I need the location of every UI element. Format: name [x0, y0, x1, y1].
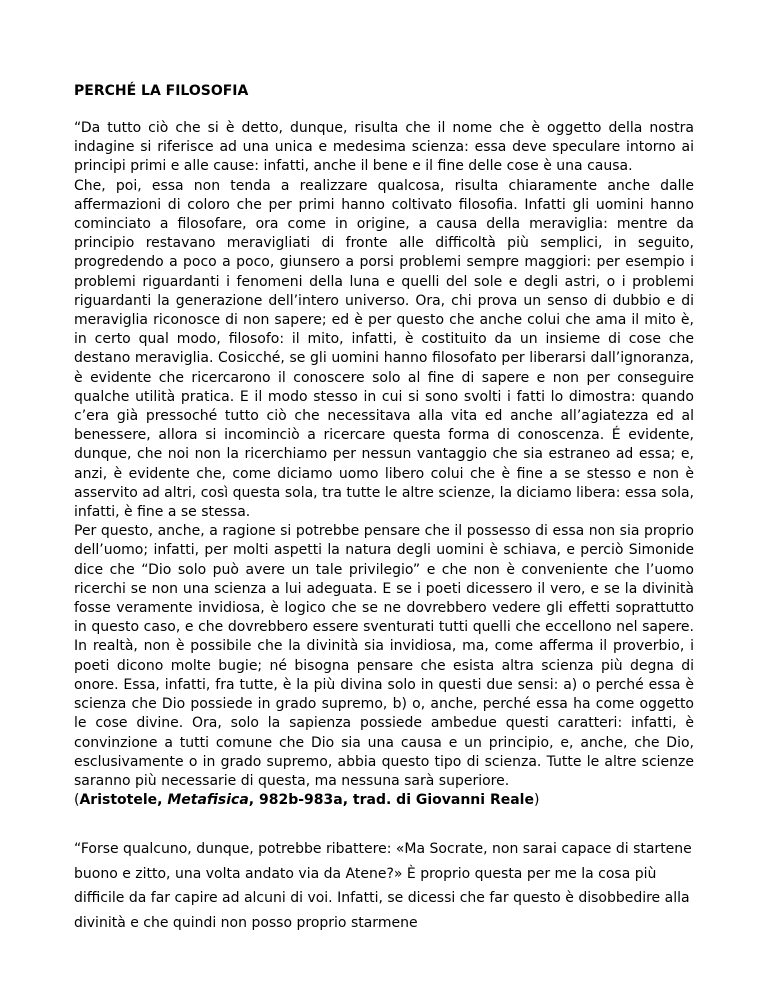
citation-details: , 982b-983a, trad. di Giovanni Reale: [248, 792, 534, 809]
paragraph-1: “Da tutto ciò che si è detto, dunque, risulta che il nome che è oggetto della nostra indagine si riferisce ad una unica e medesima scienza: essa deve speculare intorno ai principi primi e alle cause: infatti, anche il bene e il fine delle cose è una causa.: [74, 120, 694, 175]
paragraph-2: Che, poi, essa non tenda a realizzare qualcosa, risulta chiaramente anche dalle affermazioni di coloro che per primi hanno coltivato filosofia. Infatti gli uomini hanno cominciato a filosofare, ora come in origine, a causa della meraviglia: mentre da principio restavano meravigliati di fronte alle difficoltà più semplici, in seguito, progredendo a poco a poco, giunsero a porsi problemi sempre maggiori: per esempio i problemi riguardanti i fenomeni della luna e quelli del sole e degli astri, o i problemi riguardanti la generazione dell’intero universo. Ora, chi prova un senso di dubbio e di meraviglia riconosce di non sapere; ed è per questo che anche colui che ama il mito è, in certo qual modo, filosofo: il mito, infatti, è costituito da un insieme di cose che destano meraviglia. Cosicché, se gli uomini hanno filosofato per liberarsi dall’ignoranza, è evidente che ricercarono il conoscere solo al fine di sapere e non per conseguire qualche utilità pratica. E il modo stesso in cui si sono svolti i fatti lo dimostra: quando c’era già pressoché tutto ciò che necessitava alla vita ed anche all’agiatezza ed al benessere, allora si incominciò a ricercare questa forma di conoscenza. É evidente, dunque, che noi non la ricerchiamo per nessun vantaggio che sia estraneo ad essa; e, anzi, è evidente che, come diciamo uomo libero colui che è fine a se stesso e non è asservito ad altri, così questa sola, tra tutte le altre scienze, la diciamo libera: essa sola, infatti, è fine a se stessa.: [74, 177, 694, 521]
citation-open: (: [74, 792, 80, 809]
paragraph-socrates: “Forse qualcuno, dunque, potrebbe ribattere: «Ma Socrate, non sarai capace di startene buono e zitto, una volta andato via da Atene?» È proprio questa per me la cosa più difficile da far capire ad alcuni di voi. Infatti, se dicessi che far questo è disobbedire alla divinità e che quindi non posso proprio starmene: [74, 841, 692, 931]
paragraph-3: Per questo, anche, a ragione si potrebbe pensare che il possesso di essa non sia proprio dell’uomo; infatti, per molti aspetti la natura degli uomini è schiava, e perciò Simonide dice che “Dio solo può avere un tale privilegio” e che non è conveniente che l’uomo ricerchi se non una scienza a lui adeguata. E se i poeti dicessero il vero, e se la divinità fosse veramente invidiosa, è logico che se ne dovrebbero vedere gli effetti soprattutto in questo caso, e che dovrebbero essere sventurati tutti quelli che eccellono nel sapere. In realtà, non è possibile che la divinità sia invidiosa, ma, come afferma il proverbio, i poeti dicono molte bugie; né bisogna pensare che esista altra scienza più degna di onore. Essa, infatti, fra tutte, è la più divina solo in questi due sensi: a) o perché essa è scienza che Dio possiede in grado supremo, b) o, anche, perché essa ha come oggetto le cose divine. Ora, solo la sapienza possiede ambedue questi caratteri: infatti, è convinzione a tutti comune che Dio sia una causa e un principio, e, anche, che Dio, esclusivamente o in grado supremo, abbia questo tipo di scienza. Tutte le altre scienze saranno più necessarie di questa, ma nessuna sarà superiore.: [74, 523, 694, 789]
citation: [74, 791, 694, 810]
spacer: [74, 810, 694, 837]
document-title: PERCHÉ LA FILOSOFIA: [74, 83, 249, 99]
citation-work: Metafisica: [167, 792, 249, 809]
citation-author: Aristotele,: [79, 792, 168, 809]
document-page: [74, 82, 694, 935]
citation-close: ): [533, 792, 540, 809]
